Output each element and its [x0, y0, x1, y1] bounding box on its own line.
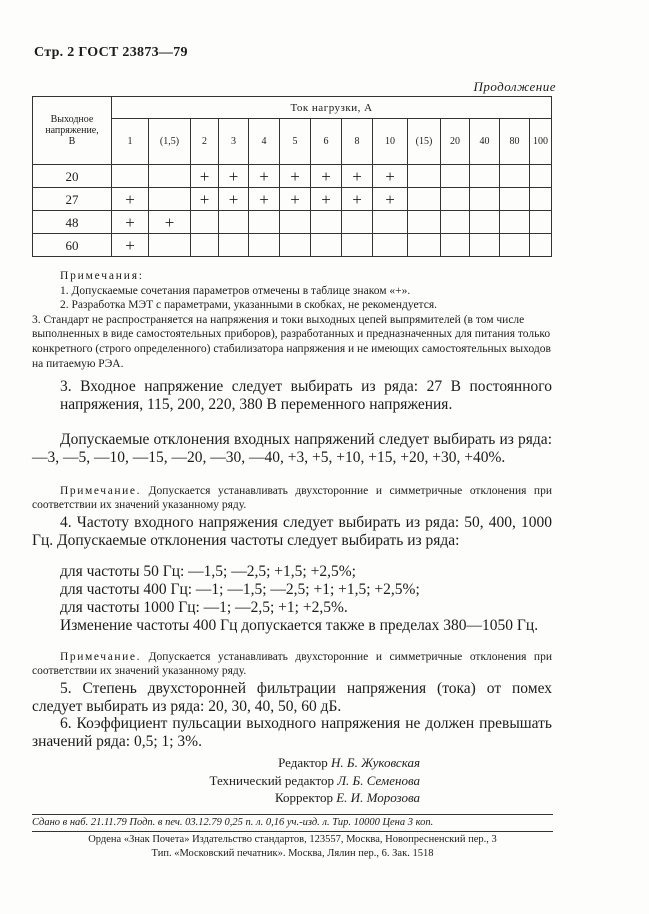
- current-header-cell: 10: [373, 119, 408, 165]
- empty-cell: [280, 234, 311, 257]
- plus-mark-cell: +: [311, 165, 342, 188]
- empty-cell: [373, 234, 408, 257]
- load-current-table: [32, 96, 552, 257]
- credits: [0, 754, 420, 807]
- empty-cell: [408, 234, 441, 257]
- current-header-cell: 8: [342, 119, 373, 165]
- note-block-2: [32, 650, 552, 678]
- notes-heading: Примечания:: [60, 270, 144, 282]
- current-header-cell: (1,5): [149, 119, 191, 165]
- empty-cell: [408, 188, 441, 211]
- empty-cell: [342, 211, 373, 234]
- current-header-cell: 5: [280, 119, 311, 165]
- current-header-cell: 20: [441, 119, 470, 165]
- empty-cell: [249, 234, 280, 257]
- note-block-1: [32, 484, 552, 512]
- note-label: Примечание.: [60, 485, 142, 497]
- note-label: Примечание.: [60, 651, 142, 663]
- voltage-cell: 48: [33, 211, 112, 234]
- voltage-column-header: Выходное напряжение, В: [33, 97, 112, 165]
- page-title: Стр. 2 ГОСТ 23873—79: [34, 45, 188, 60]
- empty-cell: [408, 211, 441, 234]
- empty-cell: [149, 188, 191, 211]
- empty-cell: [500, 188, 530, 211]
- plus-mark-cell: +: [112, 211, 149, 234]
- current-header-cell: 2: [191, 119, 219, 165]
- freq-50: для частоты 50 Гц: —1,5; —2,5; +1,5; +2,5%;: [60, 563, 356, 580]
- empty-cell: [441, 234, 470, 257]
- clause-5: 5. Степень двухсторонней фильтрации напряжения (тока) от помех следует выбирать из ряда: 20, 30, 40, 50, 60 дБ.: [32, 680, 552, 715]
- plus-mark-cell: +: [219, 188, 249, 211]
- publisher-footer: [32, 833, 553, 860]
- plus-mark-cell: +: [342, 165, 373, 188]
- current-header-cell: 40: [470, 119, 500, 165]
- frequency-deviations: [60, 563, 552, 616]
- plus-mark-cell: +: [249, 165, 280, 188]
- note-1: 1. Допускаемые сочетания параметров отмечены в таблице знаком «+».: [60, 284, 411, 297]
- empty-cell: [470, 188, 500, 211]
- empty-cell: [149, 234, 191, 257]
- empty-cell: [500, 165, 530, 188]
- clause-4: 4. Частоту входного напряжения следует выбирать из ряда: 50, 400, 1000 Гц. Допускаемые отклонения частоты следует выбирать из ряда:: [32, 514, 552, 549]
- empty-cell: [500, 211, 530, 234]
- plus-mark-cell: +: [149, 211, 191, 234]
- divider: [32, 831, 553, 832]
- empty-cell: [342, 234, 373, 257]
- clause-6: 6. Коэффициент пульсации выходного напряжения не должен превышать значений ряда: 0,5; 1; 3%.: [32, 715, 552, 750]
- note-text: Допускается устанавливать двухсторонние и симметричные отклонения при соответствии их значений указанному ряду.: [32, 651, 552, 677]
- empty-cell: [470, 165, 500, 188]
- empty-cell: [219, 234, 249, 257]
- empty-cell: [149, 165, 191, 188]
- empty-cell: [470, 234, 500, 257]
- plus-mark-cell: +: [112, 188, 149, 211]
- clause-3: 3. Входное напряжение следует выбирать из ряда: 27 В постоянного напряжения, 115, 200, 220, 380 В переменного напряжения.: [60, 378, 552, 413]
- empty-cell: [219, 211, 249, 234]
- current-header-cell: 100: [530, 119, 552, 165]
- table-row: [33, 234, 552, 257]
- plus-mark-cell: +: [219, 165, 249, 188]
- credit-tech-editor: Технический редактор Л. Б. Семенова: [209, 772, 420, 788]
- empty-cell: [500, 234, 530, 257]
- empty-cell: [530, 234, 552, 257]
- note-2: 2. Разработка МЭТ с параметрами, указанными в скобках, не рекомендуется.: [60, 299, 437, 312]
- empty-cell: [311, 211, 342, 234]
- empty-cell: [530, 165, 552, 188]
- empty-cell: [530, 188, 552, 211]
- empty-cell: [441, 165, 470, 188]
- empty-cell: [311, 234, 342, 257]
- printer-line: Тип. «Московский печатник». Москва, Лялин пер., 6. Зак. 1518: [151, 847, 434, 859]
- plus-mark-cell: +: [342, 188, 373, 211]
- empty-cell: [470, 211, 500, 234]
- empty-cell: [441, 211, 470, 234]
- imprint-line: Сдано в наб. 21.11.79 Подп. в печ. 03.12.79 0,25 п. л. 0,16 уч.-изд. л. Тир. 10000 Цена 3 коп.: [32, 817, 434, 828]
- current-header-cell: (15): [408, 119, 441, 165]
- current-header-cell: 4: [249, 119, 280, 165]
- voltage-cell: 20: [33, 165, 112, 188]
- note-text: Допускается устанавливать двухсторонние и симметричные отклонения при соответствии их значений указанному ряду.: [32, 485, 552, 511]
- frequency-change: Изменение частоты 400 Гц допускается также в пределах 380—1050 Гц.: [60, 617, 539, 634]
- empty-cell: [112, 165, 149, 188]
- table-notes: [32, 269, 560, 371]
- current-header-cell: 1: [112, 119, 149, 165]
- note-3: 3. Стандарт не распространяется на напряжения и токи выходных цепей выпрямителей (в том числе выполненных в виде самостоятельных приборов), разработанных и предназначенных для питания только конкретного (строго определенного) стабилизатора напряжения и не имеющих самостоятельных выходов на питаемую РЭА.: [32, 313, 551, 370]
- plus-mark-cell: +: [191, 165, 219, 188]
- load-current-header: Ток нагрузки, А: [112, 97, 552, 119]
- plus-mark-cell: +: [191, 188, 219, 211]
- freq-1000: для частоты 1000 Гц: —1; —2,5; +1; +2,5%.: [60, 598, 348, 616]
- empty-cell: [530, 211, 552, 234]
- empty-cell: [408, 165, 441, 188]
- empty-cell: [191, 211, 219, 234]
- plus-mark-cell: +: [112, 234, 149, 257]
- current-header-cell: 3: [219, 119, 249, 165]
- plus-mark-cell: +: [280, 165, 311, 188]
- empty-cell: [373, 211, 408, 234]
- empty-cell: [191, 234, 219, 257]
- freq-400: для частоты 400 Гц: —1; —1,5; —2,5; +1; +1,5; +2,5%;: [60, 580, 420, 598]
- credit-proofreader: Корректор Е. И. Морозова: [275, 790, 420, 805]
- table-row: [33, 211, 552, 234]
- table-row: [33, 188, 552, 211]
- current-header-cell: 80: [500, 119, 530, 165]
- plus-mark-cell: +: [373, 165, 408, 188]
- clause-3-deviations: Допускаемые отклонения входных напряжений следует выбирать из ряда: —3, —5, —10, —15, —20, —30, —40, +3, +5, +10, +15, +20, +30, +40%.: [32, 431, 552, 466]
- current-header-cell: 6: [311, 119, 342, 165]
- table-row: [33, 165, 552, 188]
- publisher-line: Ордена «Знак Почета» Издательство стандартов, 123557, Москва, Новопресненский пер., 3: [88, 834, 497, 845]
- credit-editor: Редактор Н. Б. Жуковская: [278, 755, 420, 770]
- plus-mark-cell: +: [280, 188, 311, 211]
- divider: [32, 814, 553, 815]
- voltage-cell: 27: [33, 188, 112, 211]
- plus-mark-cell: +: [373, 188, 408, 211]
- plus-mark-cell: +: [249, 188, 280, 211]
- empty-cell: [249, 211, 280, 234]
- continuation-label: Продолжение: [473, 79, 556, 94]
- voltage-cell: 60: [33, 234, 112, 257]
- empty-cell: [441, 188, 470, 211]
- empty-cell: [280, 211, 311, 234]
- plus-mark-cell: +: [311, 188, 342, 211]
